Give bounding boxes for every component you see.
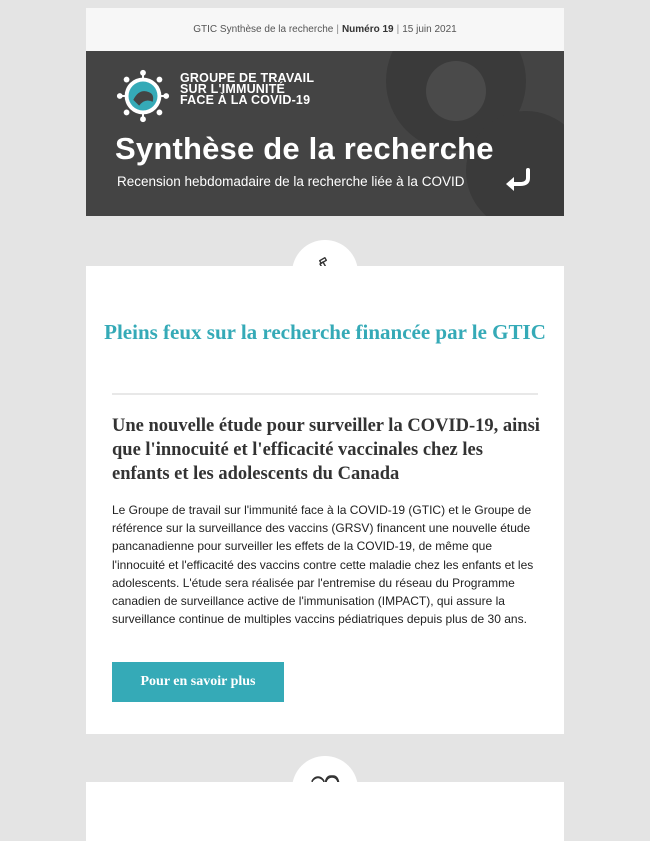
banner (86, 51, 564, 216)
header-separator-2: | (396, 24, 400, 35)
article-title: Une nouvelle étude pour surveiller la COVID-19, ainsi que l'innocuité et l'efficacité vaccinales chez les enfants et les adolescents du Canada (112, 416, 540, 484)
organization-name: GROUPE DE TRAVAIL SUR L'IMMUNITÉ FACE À LA COVID-19 (180, 71, 315, 107)
virus-logo-icon (114, 67, 172, 125)
return-arrow-icon (504, 168, 532, 192)
article-body: Le Groupe de travail sur l'immunité face à la COVID-19 (GTIC) et le Groupe de référence sur la surveillance des vaccins (GRSV) financent une nouvelle étude pancanadienne pour surveiller les effets de la COVID-19, de même que l'innocuité et l'efficacité des vaccins contre cette maladie chez les enfants et les adolescents. L'étude sera réalisée par l'entremise du réseau du Programme canadien de surveillance active de l'immunisation (IMPACT), qui assure la surveillance continue de multiples vaccins pédiatriques depuis plus de 30 ans. (112, 503, 534, 627)
next-section-card (86, 782, 564, 841)
section-divider (112, 393, 538, 395)
funded-research-card (86, 266, 564, 734)
header-separator: | (336, 24, 339, 35)
section-title: Pleins feux sur la recherche financée par le GTIC (104, 320, 546, 344)
issue-number: Numéro 19 (341, 24, 394, 35)
read-more-button[interactable]: Pour en savoir plus (112, 662, 284, 702)
banner-decoration (426, 61, 486, 121)
banner-subtitle: Recension hebdomadaire de la recherche liée à la COVID (117, 174, 465, 189)
issue-date: 15 juin 2021 (402, 24, 457, 35)
newsletter-header-bar (86, 8, 564, 51)
banner-title: Synthèse de la recherche (115, 131, 494, 166)
newsletter-name: GTIC Synthèse de la recherche (193, 24, 334, 35)
